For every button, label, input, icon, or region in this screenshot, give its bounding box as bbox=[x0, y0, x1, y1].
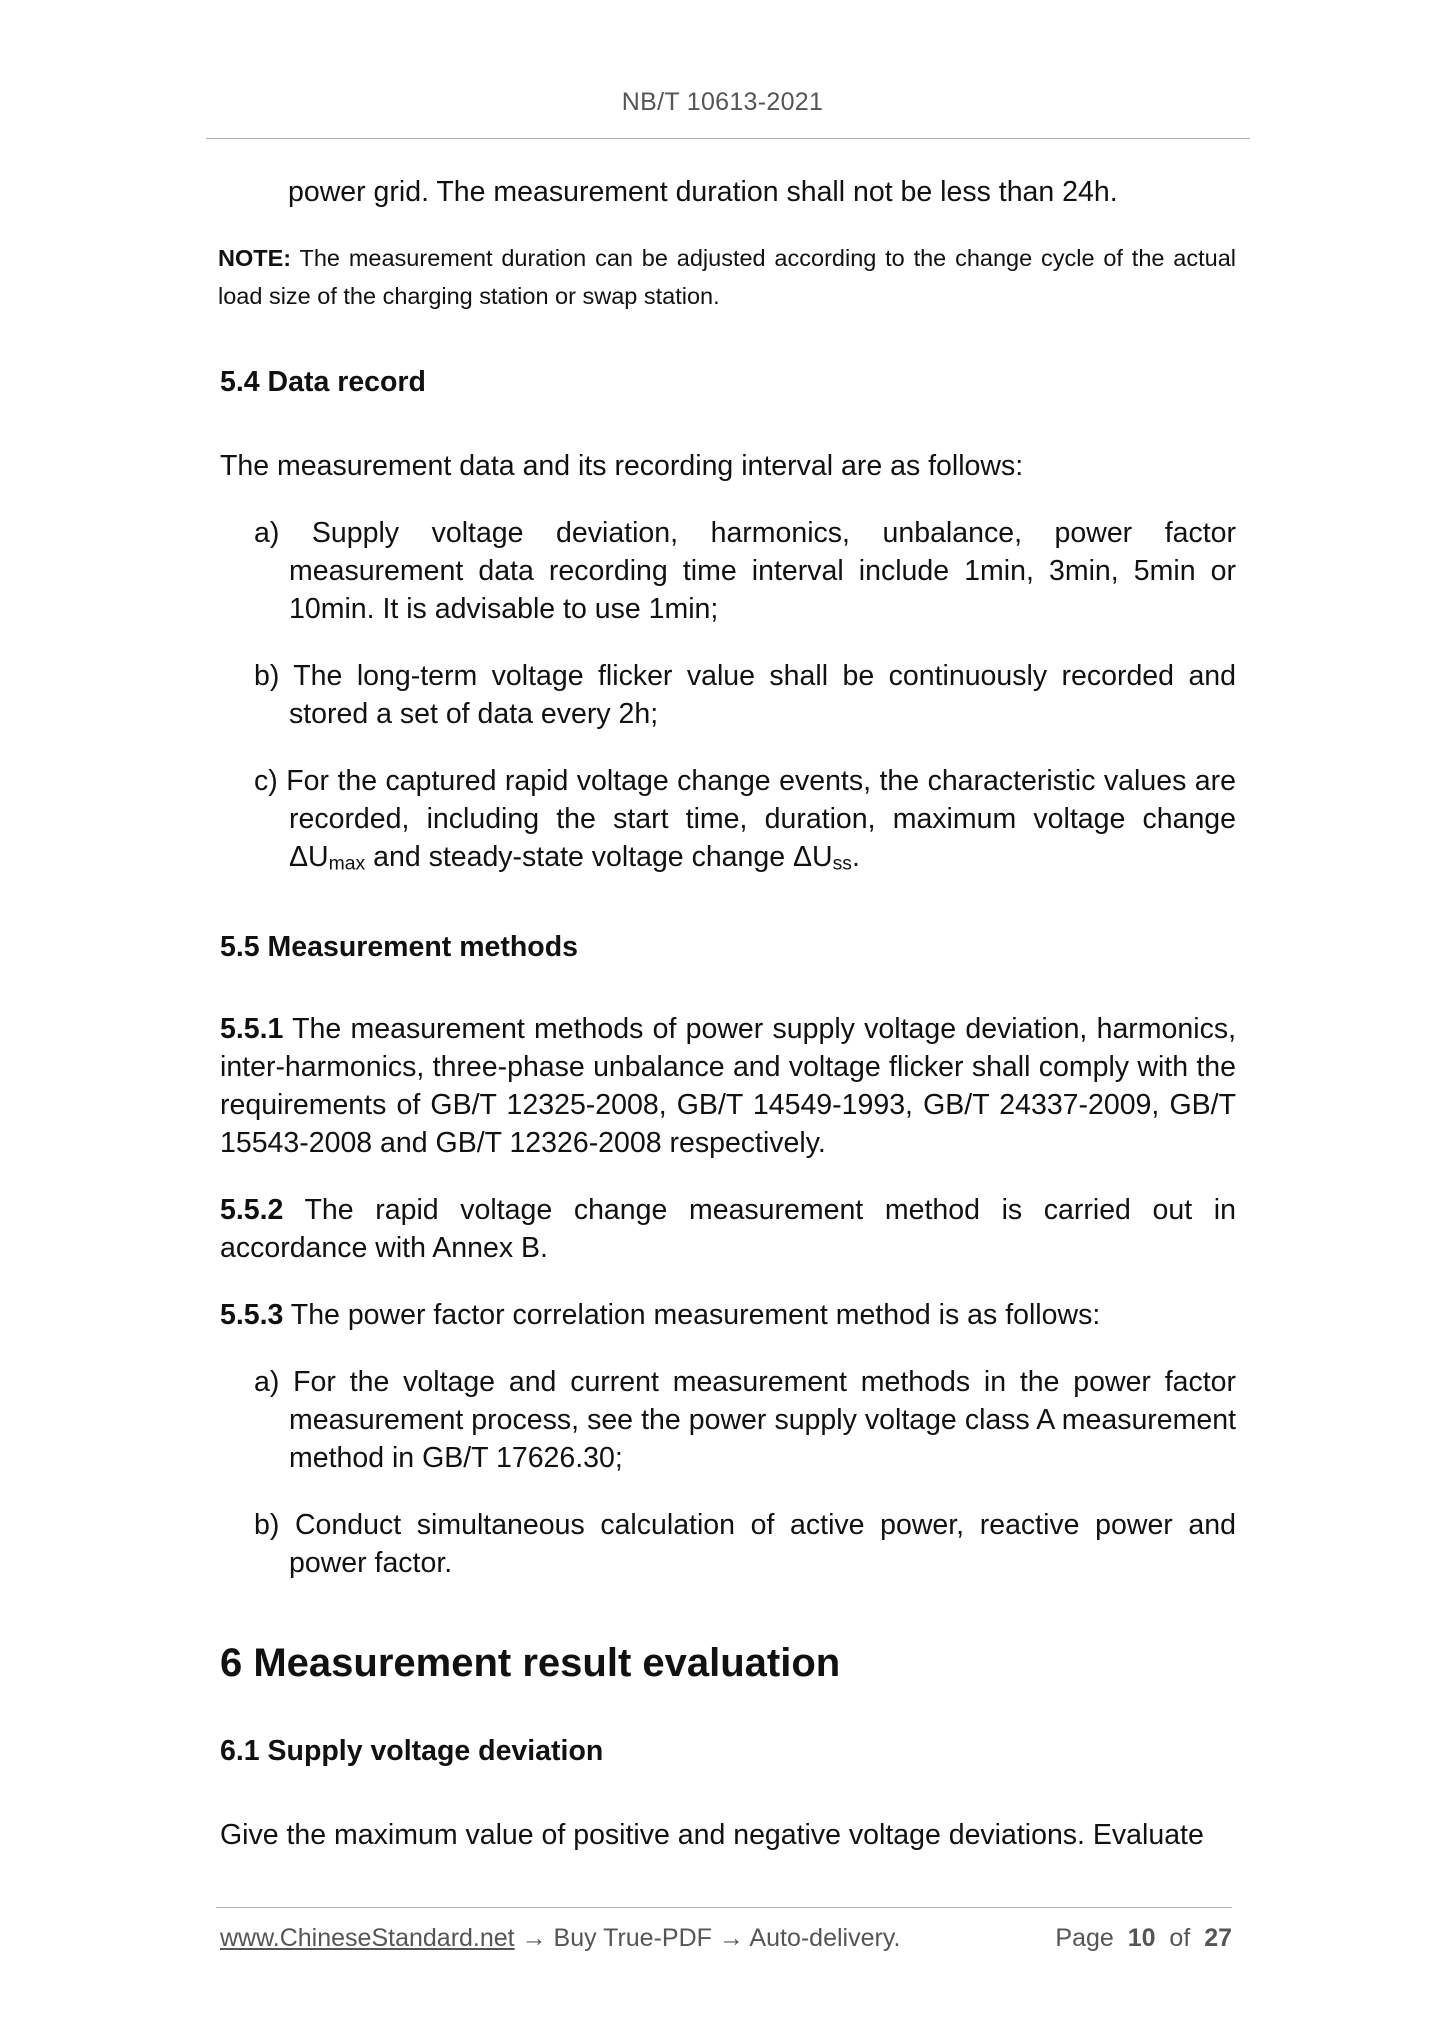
of-label: of bbox=[1169, 1924, 1191, 1952]
note-paragraph bbox=[218, 239, 1236, 315]
list-item-b: b) Conduct simultaneous calculation of active power, reactive power and power factor. bbox=[254, 1509, 1236, 1580]
delta-u-symbol: ΔU bbox=[793, 841, 833, 873]
header-divider bbox=[206, 138, 1250, 139]
clause-text: The measurement methods of power supply voltage deviation, harmonics, inter-harmonics, three-phase unbalance and voltage flicker shall comply with the requirements of GB/T 12325-2008, GB/T 14549-1993, GB/T 24337-2009, GB/T 15543-2008 and GB/T 12326-2008 respectively. bbox=[220, 1013, 1236, 1160]
subscript-max: max bbox=[328, 852, 366, 875]
clause-number: 5.5.1 bbox=[220, 1013, 284, 1046]
item-c-end: . bbox=[851, 841, 860, 873]
list-item-c bbox=[254, 762, 1236, 882]
page-number: 10 bbox=[1127, 1924, 1156, 1952]
list-item-a: a) For the voltage and current measurement methods in the power factor measurement process, see the power supply voltage class A measurement method in GB/T 17626.30; bbox=[254, 1366, 1236, 1475]
item-c-text-mid: and steady-state voltage change bbox=[365, 841, 793, 873]
delivery-text: Auto-delivery. bbox=[749, 1924, 901, 1952]
subscript-ss: ss bbox=[832, 852, 852, 875]
delta-u-symbol: ΔU bbox=[289, 841, 329, 873]
page-label: Page bbox=[1055, 1924, 1114, 1952]
clause-number: 5.5.3 bbox=[220, 1299, 284, 1332]
clause-number: 5.5.2 bbox=[220, 1194, 284, 1227]
page-total: 27 bbox=[1204, 1924, 1232, 1952]
clause-text: The power factor correlation measurement method is as follows: bbox=[283, 1299, 1101, 1332]
footer-divider bbox=[216, 1907, 1232, 1908]
section-6-1-text: Give the maximum value of positive and negative voltage deviations. Evaluate bbox=[220, 1819, 1204, 1852]
continued-paragraph: power grid. The measurement duration shall not be less than 24h. bbox=[288, 176, 1118, 208]
footer bbox=[220, 1924, 1232, 1953]
arrow-icon: → bbox=[514, 1924, 554, 1952]
clause-5-5-2 bbox=[220, 1191, 1236, 1267]
section-5-4-intro: The measurement data and its recording interval are as follows: bbox=[220, 450, 1024, 482]
header-doc-id: NB/T 10613-2021 bbox=[621, 88, 824, 116]
arrow-icon: → bbox=[711, 1924, 750, 1952]
clause-text: The rapid voltage change measurement method is carried out in accordance with Annex B. bbox=[220, 1194, 1236, 1265]
list-item-a: a) Supply voltage deviation, harmonics, unbalance, power factor measurement data recording time interval include 1min, 3min, 5min or 10min. It is advisable to use 1min; bbox=[254, 517, 1236, 625]
section-heading-5-5: 5.5 Measurement methods bbox=[220, 931, 578, 964]
section-heading-6: 6 Measurement result evaluation bbox=[220, 1641, 841, 1686]
clause-5-5-3 bbox=[220, 1296, 1236, 1334]
section-heading-5-4: 5.4 Data record bbox=[220, 366, 426, 398]
note-text: The measurement duration can be adjusted according to the change cycle of the actual load size of the charging station or swap station. bbox=[218, 245, 1236, 309]
page-content bbox=[220, 168, 1236, 1854]
note-label: NOTE: bbox=[218, 245, 292, 271]
clause-5-5-1 bbox=[220, 1010, 1236, 1162]
list-item-b: b) The long-term voltage flicker value shall be continuously recorded and stored a set of data every 2h; bbox=[254, 660, 1236, 730]
website-link[interactable]: www.ChineseStandard.net bbox=[220, 1924, 515, 1952]
section-heading-6-1: 6.1 Supply voltage deviation bbox=[220, 1735, 604, 1768]
page-indicator bbox=[1055, 1924, 1232, 1953]
item-c-text: c) For the captured rapid voltage change events, the characteristic values are recorded, including the start time, duration, maximum voltage change bbox=[254, 765, 1236, 835]
buy-text: Buy True-PDF bbox=[553, 1924, 712, 1952]
